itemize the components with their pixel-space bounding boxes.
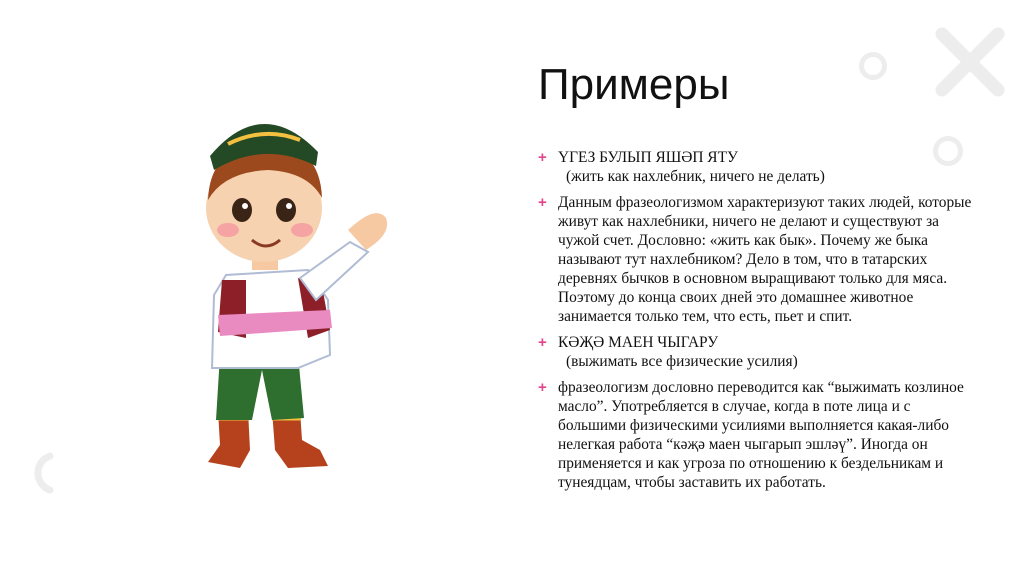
phrase-heading: КӘҖӘ МАЕН ЧЫГАРУ [558, 334, 719, 351]
bullet-list [538, 148, 978, 499]
phrase-translation: (жить как нахлебник, ничего не делать) [566, 168, 825, 185]
list-item [538, 148, 978, 186]
phrase-heading: ҮГЕЗ БУЛЫП ЯШӘП ЯТУ [558, 149, 738, 166]
plus-bullet-icon: + [538, 194, 547, 211]
arc-decoration-icon [22, 450, 62, 496]
list-item [538, 193, 978, 326]
plus-bullet-icon: + [538, 149, 547, 166]
slide-title: Примеры [538, 60, 730, 109]
circle-decoration-icon [859, 52, 887, 80]
plus-bullet-icon: + [538, 334, 547, 351]
x-decoration-icon [930, 22, 1010, 102]
boy-in-tatar-costume-illustration [180, 100, 395, 480]
phrase-translation: (выжимать все физические усилия) [566, 353, 798, 370]
list-item [538, 333, 978, 371]
phrase-explanation: фразеологизм дословно переводится как “выжимать козлиное масло”. Употребляется в случае, когда в поте лица и с большими физическими усилиями выполняется какая-либо нелегкая работа “кәҗә маен чыгарып эшләү”. Иногда он применяется и как угроза по отношению к бездельникам и тунеядцам, чтобы заставить их работать. [558, 379, 964, 491]
plus-bullet-icon: + [538, 379, 547, 396]
list-item [538, 378, 978, 492]
phrase-explanation: Данным фразеологизмом характеризуют таких людей, которые живут как нахлебники, ничего не делают и существуют за чужой счет. Дословно: «жить как бык». Почему же быка называют тут нахлебником? Дело в том, что в татарских деревнях бычков в основном выращивают только для мяса. Поэтому до конца своих дней это домашнее животное занимается только тем, что есть, пьет и спит. [558, 194, 972, 325]
